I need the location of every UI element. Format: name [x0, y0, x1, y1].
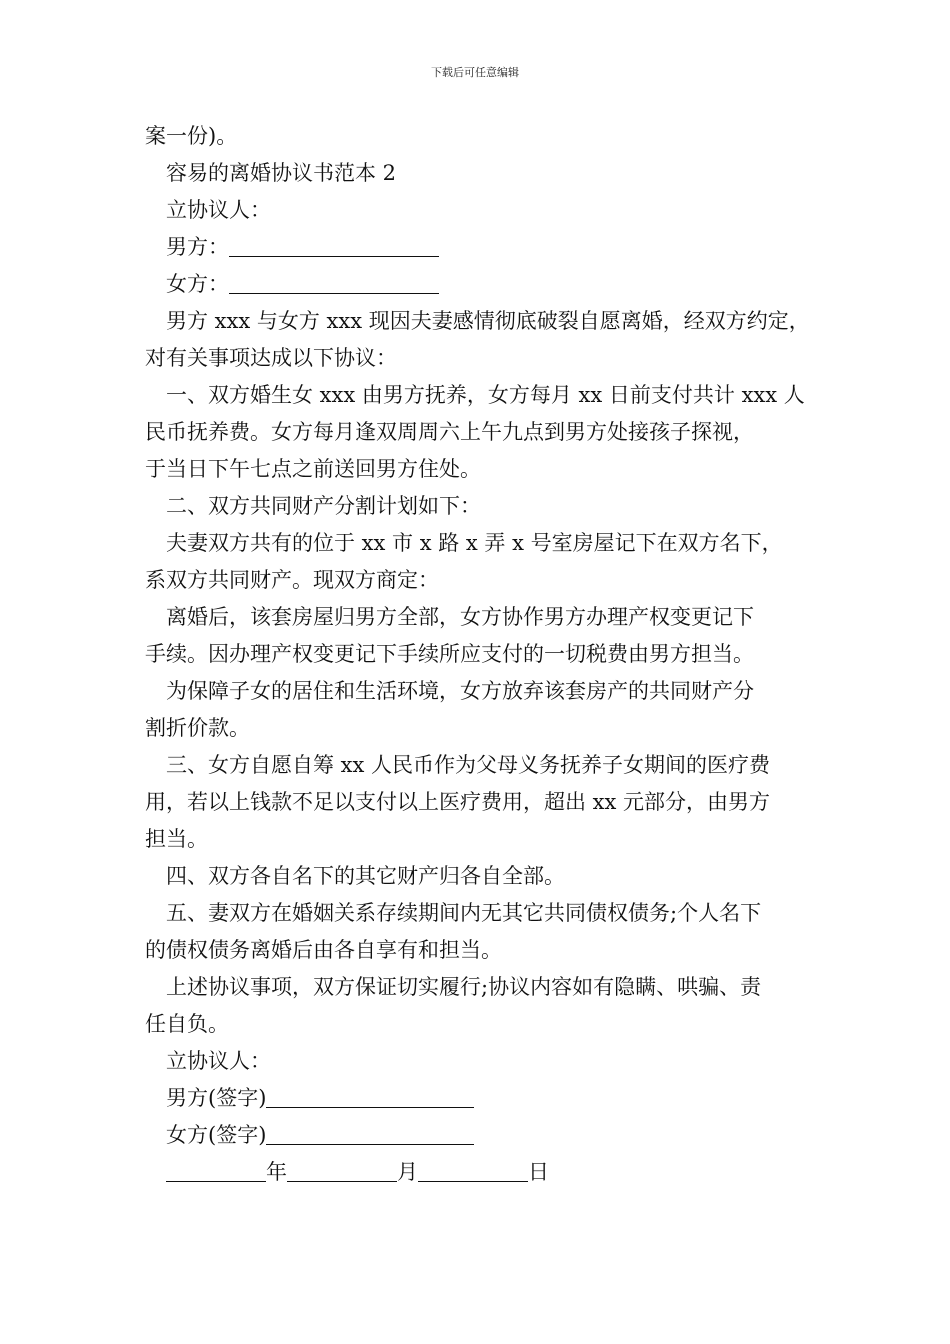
- year-label: 年: [266, 1160, 287, 1184]
- husband-field: [145, 229, 815, 266]
- day-label: 日: [528, 1160, 549, 1184]
- text-line: 系双方共同财产。现双方商定：: [145, 568, 439, 592]
- text-line: 的债权债务离婚后由各自享有和担当。: [145, 938, 502, 962]
- text-line: 四、双方各自名下的其它财产归各自全部。: [166, 864, 565, 888]
- field-label: 女方(签字): [166, 1123, 267, 1147]
- text-line: 于当日下午七点之前送回男方住处。: [145, 457, 481, 481]
- text-line: 夫妻双方共有的位于 xx 市 x 路 x 弄 x 号室房屋记下在双方名下，: [166, 531, 783, 555]
- page-header: 下载后可任意编辑: [431, 66, 519, 79]
- text-line: 立协议人：: [166, 198, 271, 222]
- document-body: [145, 118, 815, 1191]
- husband-blank: [229, 234, 439, 257]
- text-line: 二、双方共同财产分割计划如下：: [166, 494, 481, 518]
- wife-signature-blank: [266, 1122, 474, 1145]
- husband-signature-blank: [266, 1085, 474, 1108]
- text-line: 民币抚养费。女方每月逢双周周六上午九点到男方处接孩子探视，: [145, 420, 754, 444]
- date-field: [145, 1154, 815, 1191]
- text-line: 五、妻双方在婚姻关系存续期间内无其它共同债权债务;个人名下: [166, 901, 762, 925]
- text-line: 担当。: [145, 827, 208, 851]
- field-label: 男方：: [166, 235, 229, 259]
- text-line: 男方 xxx 与女方 xxx 现因夫妻感情彻底破裂自愿离婚，经双方约定，: [166, 309, 810, 333]
- day-blank: [418, 1159, 528, 1182]
- year-blank: [166, 1159, 266, 1182]
- text-line: 三、女方自愿自筹 xx 人民币作为父母义务抚养子女期间的医疗费: [166, 753, 771, 777]
- field-label: 女方：: [166, 272, 229, 296]
- month-blank: [287, 1159, 397, 1182]
- text-line: 任自负。: [145, 1012, 229, 1036]
- text-line: 一、双方婚生女 xxx 由男方抚养，女方每月 xx 日前支付共计 xxx 人: [166, 383, 805, 407]
- wife-blank: [229, 271, 439, 294]
- field-label: 男方(签字): [166, 1086, 267, 1110]
- text-line: 为保障子女的居住和生活环境，女方放弃该套房产的共同财产分: [166, 679, 754, 703]
- section-title: 容易的离婚协议书范本 2: [166, 161, 397, 185]
- text-line: 用，若以上钱款不足以支付以上医疗费用，超出 xx 元部分，由男方: [145, 790, 771, 814]
- text-line: 手续。因办理产权变更记下手续所应支付的一切税费由男方担当。: [145, 642, 754, 666]
- text-line: 离婚后，该套房屋归男方全部，女方协作男方办理产权变更记下: [166, 605, 754, 629]
- text-line: 立协议人：: [166, 1049, 271, 1073]
- text-line: 对有关事项达成以下协议：: [145, 346, 397, 370]
- text-line: 上述协议事项，双方保证切实履行;协议内容如有隐瞒、哄骗、责: [166, 975, 762, 999]
- wife-field: [145, 266, 815, 303]
- wife-signature-field: [145, 1117, 815, 1154]
- text-line: 割折价款。: [145, 716, 250, 740]
- month-label: 月: [397, 1160, 418, 1184]
- husband-signature-field: [145, 1080, 815, 1117]
- text-line: 案一份)。: [145, 124, 238, 148]
